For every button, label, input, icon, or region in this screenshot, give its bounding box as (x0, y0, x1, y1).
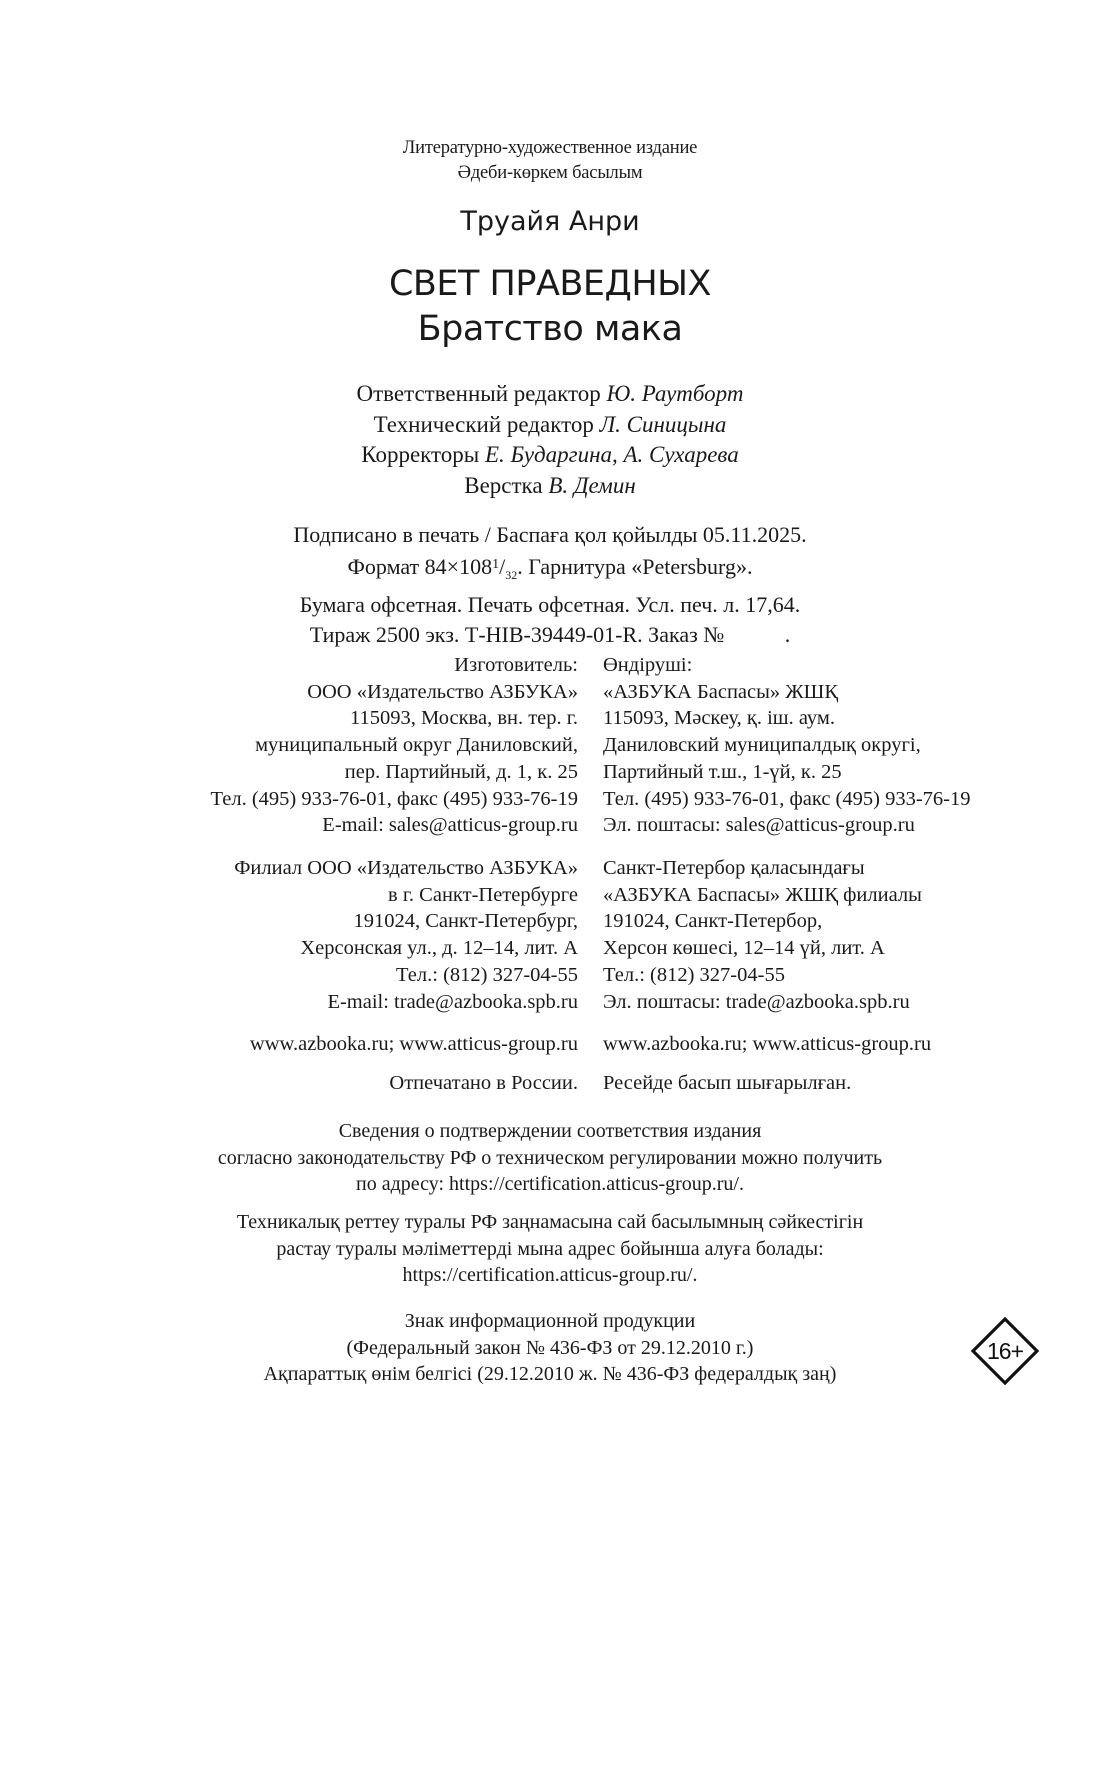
cert-url-line: https://certification.atticus-group.ru/. (402, 1264, 698, 1286)
credit-line (0, 440, 1100, 471)
branch-name: Филиал ООО «Издательство АЗБУКА» (234, 857, 578, 879)
address-line: Херсонская ул., д. 12–14, лит. А (300, 937, 578, 960)
printed-in-ru: Отпечатано в России. (389, 1072, 578, 1094)
edition-type (0, 136, 1100, 186)
manufacturer-ru (211, 652, 579, 839)
address-line: Херсон көшесі, 12–14 үй, лит. А (603, 937, 885, 960)
age-rating-label: 16+ (986, 1338, 1023, 1364)
email: E-mail: sales@atticus-group.ru (322, 814, 578, 837)
websites-ru: www.azbooka.ru; www.atticus-group.ru (249, 1033, 578, 1055)
address-line: 191024, Санкт-Петербург, (353, 910, 578, 933)
credit-line (0, 379, 1100, 410)
manufacturer-kz (603, 652, 971, 839)
credit-line (0, 410, 1100, 441)
email: Эл. поштасы: sales@atticus-group.ru (603, 814, 915, 837)
address-line: 191024, Санкт-Петербор, (603, 910, 823, 933)
credit-person: В. Демин (548, 472, 636, 498)
format-numerator: 1 (492, 556, 500, 572)
paper-print: Бумага офсетная. Печать офсетная. Усл. печ. л. 17,64. (299, 592, 801, 617)
credit-person: Е. Бударгина, А. Сухарева (485, 442, 739, 467)
format-suffix: . Гарнитура «Petersburg». (517, 553, 753, 579)
credit-role: Верстка (464, 472, 549, 498)
credit-line (0, 471, 1100, 502)
certification-kz (0, 1209, 1100, 1289)
printed-in-kz: Ресейде басып шығарылған. (603, 1072, 852, 1094)
websites-kz: www.azbooka.ru; www.atticus-group.ru (603, 1033, 932, 1055)
cert-line: Техникалық реттеу туралы РФ заңнамасына сай басылымның сәйкестігін (236, 1211, 864, 1233)
format-prefix: Формат 84×108 (347, 553, 493, 579)
company-name: «АЗБУКА Баспасы» ЖШҚ (603, 680, 838, 703)
cert-url-line: по адресу: https://certification.atticus-group.ru/. (356, 1173, 744, 1195)
cert-line: Сведения о подтверждении соответствия издания (338, 1120, 762, 1142)
cert-line: согласно законодательству РФ о техническом регулировании можно получить (217, 1146, 883, 1169)
credits (0, 379, 1100, 501)
email: E-mail: trade@azbooka.spb.ru (327, 990, 578, 1013)
address-line: 115093, Мәскеу, қ. іш. аум. (603, 707, 835, 730)
info-mark-title: Знак информационной продукции (404, 1310, 696, 1332)
edition-type-ru: Литературно-художественное издание (402, 138, 698, 158)
print-run: Тираж 2500 экз. Т-HIB-39449-01-R. Заказ № . (309, 621, 791, 647)
branch-city: в г. Санкт-Петербурге (388, 883, 578, 906)
manufacturer-label: Өндіруші: (603, 654, 693, 676)
email: Эл. поштасы: trade@azbooka.spb.ru (603, 990, 910, 1013)
credit-role: Ответственный редактор (356, 381, 607, 406)
branch-city: Санкт-Петербор қаласындағы (603, 857, 865, 879)
format-typeface (0, 550, 1100, 591)
branch-kz (603, 855, 922, 1015)
address-line: 115093, Москва, вн. тер. г. (350, 707, 578, 730)
cert-line: растау туралы мәліметтерді мына адрес бойынша алуға болады: (276, 1237, 824, 1260)
info-mark-law-kz: Ақпараттық өнім белгісі (29.12.2010 ж. № 436-ФЗ федералдық заң) (263, 1363, 837, 1385)
book-title: СВЕТ ПРАВЕДНЫХ (388, 264, 712, 304)
phone: Тел.: (812) 327-04-55 (603, 963, 785, 986)
credit-person: Л. Синицына (599, 411, 727, 437)
credit-role: Корректоры (361, 442, 485, 467)
info-mark-law-ru: (Федеральный закон № 436-ФЗ от 29.12.2010 г.) (346, 1336, 754, 1359)
manufacturer-label: Изготовитель: (454, 654, 578, 676)
credit-role: Технический редактор (373, 411, 600, 437)
address-line: муниципальный округ Даниловский, (255, 734, 578, 757)
company-name: ООО «Издательство АЗБУКА» (307, 680, 578, 703)
address-line: Даниловский муниципалдық округі, (603, 734, 921, 757)
format-denominator: 32 (505, 567, 518, 582)
book-title-block (0, 262, 1100, 352)
branch-name: «АЗБУКА Баспасы» ЖШҚ филиалы (603, 883, 922, 906)
phone-fax: Тел. (495) 933-76-01, факс (495) 933-76-19 (210, 787, 578, 810)
address-line: Партийный т.ш., 1-үй, к. 25 (603, 760, 842, 783)
signed-date: Подписано в печать / Баспаға қол қойылды 05.11.2025. (293, 522, 807, 547)
credit-person: Ю. Раутборт (606, 381, 744, 406)
certification-ru (0, 1118, 1100, 1198)
branch-ru (234, 855, 578, 1015)
age-rating-badge (971, 1317, 1039, 1385)
address-line: пер. Партийный, д. 1, к. 25 (344, 760, 578, 783)
phone-fax: Тел. (495) 933-76-01, факс (495) 933-76-19 (603, 787, 971, 810)
phone: Тел.: (812) 327-04-55 (396, 963, 578, 986)
author-name: Труайя Анри (460, 206, 640, 237)
info-product-mark (0, 1308, 1100, 1388)
book-subtitle: Братство мака (417, 309, 683, 349)
imprint-details (0, 520, 1100, 649)
format-slash: / (499, 553, 506, 579)
edition-type-kz: Әдеби-көркем басылым (457, 163, 643, 183)
